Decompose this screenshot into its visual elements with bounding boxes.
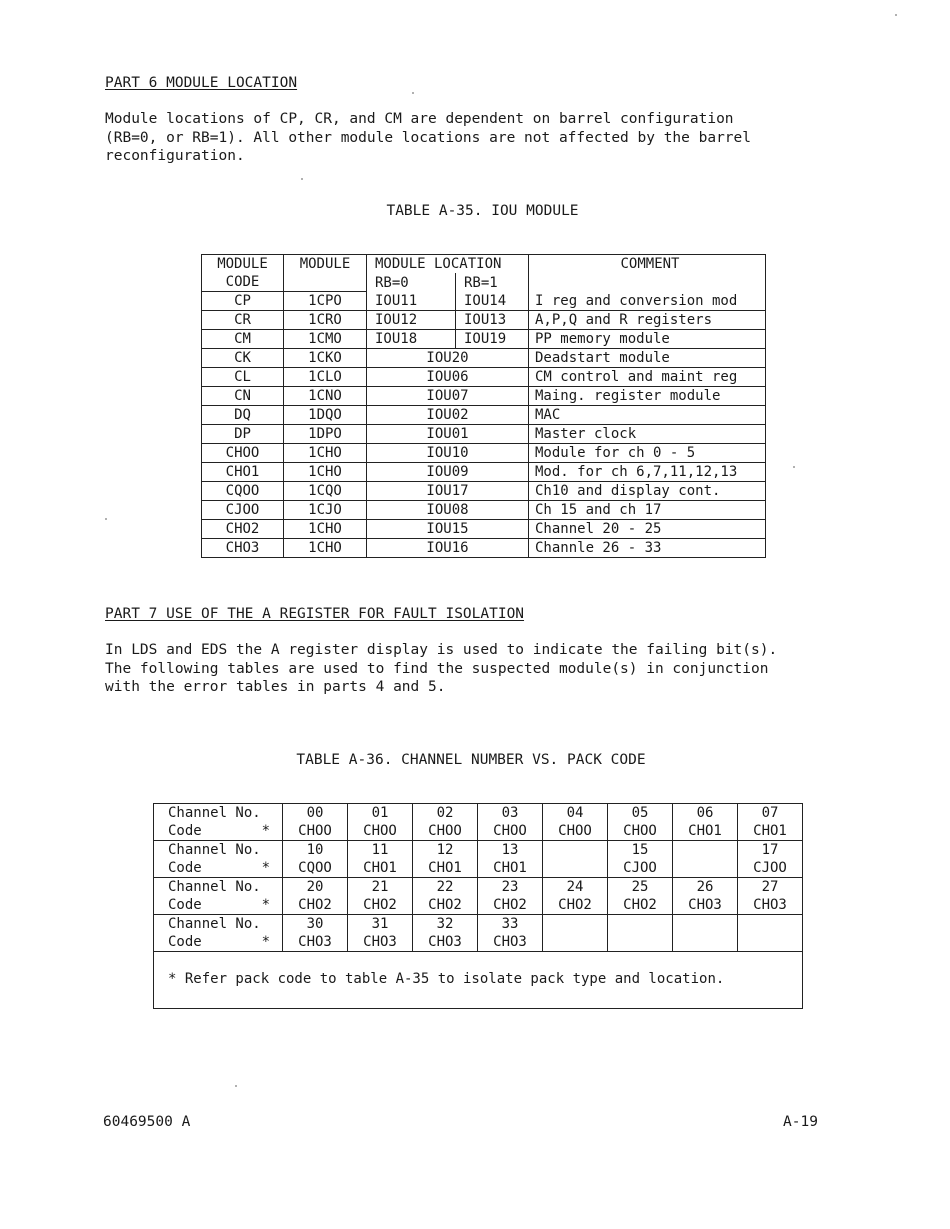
scan-speck <box>793 466 795 468</box>
module-cell: 1CHO <box>284 539 367 558</box>
rb0-location-cell: IOU12 <box>367 311 456 330</box>
pack-code-cell: CHO3 <box>283 933 348 952</box>
part7-heading: PART 7 USE OF THE A REGISTER FOR FAULT ISOLATION <box>105 606 525 622</box>
comment-cell: Deadstart module <box>529 349 766 368</box>
module-code-cell: CHO2 <box>202 520 284 539</box>
table-bottom-row <box>154 988 803 1009</box>
document-number: 60469500 A <box>103 1114 191 1130</box>
channel-number-cell <box>543 915 608 934</box>
module-code-cell: CHOO <box>202 444 284 463</box>
module-location-cell: IOU17 <box>367 482 529 501</box>
pack-code-cell: CHO3 <box>673 896 738 915</box>
channel-number-cell: 33 <box>478 915 543 934</box>
pack-code-cell: CHOO <box>543 822 608 841</box>
channel-number-cell <box>673 915 738 934</box>
header-module: MODULE <box>284 255 367 274</box>
module-code-cell: CK <box>202 349 284 368</box>
module-code-cell: CHO1 <box>202 463 284 482</box>
comment-cell: CM control and maint reg <box>529 368 766 387</box>
code-label: Code <box>168 934 202 950</box>
module-code-cell: CHO3 <box>202 539 284 558</box>
header-rb1: RB=1 <box>456 273 529 292</box>
channel-number-cell: 11 <box>348 841 413 860</box>
rb0-location-cell: IOU18 <box>367 330 456 349</box>
channel-pack-code-table <box>153 803 803 1009</box>
table-row <box>202 501 766 520</box>
rb0-location-cell: IOU11 <box>367 292 456 311</box>
channel-number-cell: 13 <box>478 841 543 860</box>
table36-note: * Refer pack code to table A-35 to isolate pack type and location. <box>154 970 803 988</box>
pack-code-cell: CHO2 <box>543 896 608 915</box>
pack-code-cell: CHO2 <box>478 896 543 915</box>
table-row <box>202 539 766 558</box>
comment-cell: Module for ch 0 - 5 <box>529 444 766 463</box>
channel-number-row <box>154 915 803 934</box>
rb1-location-cell: IOU14 <box>456 292 529 311</box>
comment-cell: Ch10 and display cont. <box>529 482 766 501</box>
channel-number-cell: 04 <box>543 804 608 823</box>
pack-code-cell <box>738 933 803 952</box>
pack-code-cell: CHO1 <box>413 859 478 878</box>
code-label-cell <box>154 933 283 952</box>
header-module-location: MODULE LOCATION <box>367 255 529 274</box>
comment-cell: PP memory module <box>529 330 766 349</box>
module-cell: 1DQO <box>284 406 367 425</box>
channel-number-cell: 10 <box>283 841 348 860</box>
module-location-cell: IOU20 <box>367 349 529 368</box>
pack-code-cell: CJOO <box>738 859 803 878</box>
table35-header-row-2 <box>202 273 766 292</box>
channel-number-cell: 32 <box>413 915 478 934</box>
module-cell: 1CMO <box>284 330 367 349</box>
code-asterisk: * <box>261 934 270 950</box>
channel-number-cell: 12 <box>413 841 478 860</box>
module-code-cell: CM <box>202 330 284 349</box>
pack-code-cell <box>543 933 608 952</box>
channel-number-cell: 23 <box>478 878 543 897</box>
comment-cell: I reg and conversion mod <box>529 292 766 311</box>
pack-code-cell: CHO1 <box>348 859 413 878</box>
pack-code-cell: CHOO <box>478 822 543 841</box>
rb1-location-cell: IOU19 <box>456 330 529 349</box>
table35-caption: TABLE A-35. IOU MODULE <box>386 203 579 219</box>
channel-number-cell: 20 <box>283 878 348 897</box>
channel-number-cell: 07 <box>738 804 803 823</box>
iou-module-table <box>201 254 766 558</box>
table-row <box>202 463 766 482</box>
channel-number-cell: 27 <box>738 878 803 897</box>
channel-number-row <box>154 804 803 823</box>
pack-code-cell: CHO2 <box>608 896 673 915</box>
rb1-location-cell: IOU13 <box>456 311 529 330</box>
channel-number-cell <box>543 841 608 860</box>
module-location-cell: IOU02 <box>367 406 529 425</box>
table-row <box>202 311 766 330</box>
pack-code-cell: CHOO <box>348 822 413 841</box>
module-cell: 1CLO <box>284 368 367 387</box>
channel-number-cell: 22 <box>413 878 478 897</box>
module-location-cell: IOU09 <box>367 463 529 482</box>
channel-number-cell <box>738 915 803 934</box>
pack-code-cell: CHO2 <box>283 896 348 915</box>
table-row <box>202 387 766 406</box>
pack-code-cell: CHO1 <box>478 859 543 878</box>
channel-number-cell: 05 <box>608 804 673 823</box>
pack-code-cell <box>673 933 738 952</box>
channel-number-cell: 26 <box>673 878 738 897</box>
channel-number-cell: 01 <box>348 804 413 823</box>
module-code-cell: CQOO <box>202 482 284 501</box>
module-code-cell: DP <box>202 425 284 444</box>
channel-no-label: Channel No. <box>154 841 283 860</box>
module-location-cell: IOU16 <box>367 539 529 558</box>
channel-number-cell <box>608 915 673 934</box>
page-number: A-19 <box>783 1114 818 1130</box>
pack-code-cell: CHO3 <box>478 933 543 952</box>
table-row <box>202 520 766 539</box>
scan-speck <box>412 92 414 94</box>
pack-code-row <box>154 822 803 841</box>
header-rb0: RB=0 <box>367 273 456 292</box>
pack-code-cell: CHO2 <box>413 896 478 915</box>
comment-cell: Mod. for ch 6,7,11,12,13 <box>529 463 766 482</box>
module-code-cell: CN <box>202 387 284 406</box>
pack-code-cell: CHO1 <box>738 822 803 841</box>
table-row <box>202 406 766 425</box>
pack-code-cell: CHO3 <box>413 933 478 952</box>
channel-number-cell: 31 <box>348 915 413 934</box>
module-cell: 1DPO <box>284 425 367 444</box>
module-location-cell: IOU08 <box>367 501 529 520</box>
channel-number-cell: 00 <box>283 804 348 823</box>
module-cell: 1CRO <box>284 311 367 330</box>
module-location-cell: IOU06 <box>367 368 529 387</box>
comment-cell: MAC <box>529 406 766 425</box>
comment-cell: Maing. register module <box>529 387 766 406</box>
channel-no-label: Channel No. <box>154 915 283 934</box>
code-label-cell <box>154 859 283 878</box>
channel-number-cell: 15 <box>608 841 673 860</box>
pack-code-cell: CHOO <box>608 822 673 841</box>
channel-number-cell: 17 <box>738 841 803 860</box>
pack-code-cell <box>608 933 673 952</box>
pack-code-cell: CHOO <box>283 822 348 841</box>
table-bottom-cell <box>154 988 803 1009</box>
pack-code-row <box>154 896 803 915</box>
channel-number-cell: 25 <box>608 878 673 897</box>
table-row <box>202 349 766 368</box>
code-label: Code <box>168 823 202 839</box>
part6-paragraph: Module locations of CP, CR, and CM are dependent on barrel configuration (RB=0, or RB=1). All other module locations are not affected by the barrel reconfiguration. <box>105 111 752 164</box>
code-asterisk: * <box>261 860 270 876</box>
pack-code-row <box>154 859 803 878</box>
pack-code-row <box>154 933 803 952</box>
module-code-cell: CJOO <box>202 501 284 520</box>
header-module-blank <box>284 273 367 292</box>
scan-speck <box>235 1085 237 1087</box>
module-location-cell: IOU07 <box>367 387 529 406</box>
channel-number-cell: 24 <box>543 878 608 897</box>
comment-cell: Ch 15 and ch 17 <box>529 501 766 520</box>
pack-code-cell <box>543 859 608 878</box>
pack-code-cell <box>673 859 738 878</box>
table-row <box>202 292 766 311</box>
code-label: Code <box>168 860 202 876</box>
code-label-cell <box>154 822 283 841</box>
pack-code-cell: CJOO <box>608 859 673 878</box>
module-code-cell: CP <box>202 292 284 311</box>
module-cell: 1CJO <box>284 501 367 520</box>
module-location-cell: IOU15 <box>367 520 529 539</box>
part6-heading: PART 6 MODULE LOCATION <box>105 75 298 91</box>
channel-number-cell: 30 <box>283 915 348 934</box>
pack-code-cell: CQOO <box>283 859 348 878</box>
pack-code-cell: CHOO <box>413 822 478 841</box>
module-code-cell: DQ <box>202 406 284 425</box>
module-code-cell: CR <box>202 311 284 330</box>
module-cell: 1CHO <box>284 444 367 463</box>
module-cell: 1CPO <box>284 292 367 311</box>
header-comment: COMMENT <box>529 255 766 274</box>
module-cell: 1CKO <box>284 349 367 368</box>
header-comment-blank <box>529 273 766 292</box>
module-cell: 1CHO <box>284 463 367 482</box>
channel-no-label: Channel No. <box>154 878 283 897</box>
part7-paragraph: In LDS and EDS the A register display is used to indicate the failing bit(s). The following tables are used to find the suspected module(s) in conjunction with the error tables in parts 4 and 5. <box>105 642 778 695</box>
channel-number-cell: 06 <box>673 804 738 823</box>
code-label: Code <box>168 897 202 913</box>
channel-no-label: Channel No. <box>154 804 283 823</box>
channel-number-row <box>154 878 803 897</box>
module-cell: 1CHO <box>284 520 367 539</box>
comment-cell: Master clock <box>529 425 766 444</box>
scan-speck <box>301 178 303 180</box>
code-asterisk: * <box>261 897 270 913</box>
table-row <box>202 425 766 444</box>
module-cell: 1CNO <box>284 387 367 406</box>
table35-header-row-1 <box>202 255 766 274</box>
channel-number-row <box>154 841 803 860</box>
code-label-cell <box>154 896 283 915</box>
table-row <box>202 444 766 463</box>
scan-speck <box>895 14 897 16</box>
pack-code-cell: CHO3 <box>738 896 803 915</box>
channel-number-cell: 03 <box>478 804 543 823</box>
comment-cell: Channle 26 - 33 <box>529 539 766 558</box>
note-spacer-row <box>154 952 803 971</box>
channel-number-cell <box>673 841 738 860</box>
scan-speck <box>105 518 107 520</box>
table-row <box>202 368 766 387</box>
note-row <box>154 970 803 988</box>
module-cell: 1CQO <box>284 482 367 501</box>
code-asterisk: * <box>261 823 270 839</box>
table-row <box>202 482 766 501</box>
module-location-cell: IOU10 <box>367 444 529 463</box>
header-module-code-line2: CODE <box>202 273 284 292</box>
header-module-code-line1: MODULE <box>202 255 284 274</box>
channel-number-cell: 02 <box>413 804 478 823</box>
module-location-cell: IOU01 <box>367 425 529 444</box>
channel-number-cell: 21 <box>348 878 413 897</box>
pack-code-cell: CHO2 <box>348 896 413 915</box>
table-row <box>202 330 766 349</box>
pack-code-cell: CHO1 <box>673 822 738 841</box>
module-code-cell: CL <box>202 368 284 387</box>
comment-cell: A,P,Q and R registers <box>529 311 766 330</box>
note-spacer-cell <box>154 952 803 971</box>
pack-code-cell: CHO3 <box>348 933 413 952</box>
table36-caption: TABLE A-36. CHANNEL NUMBER VS. PACK CODE <box>296 752 646 768</box>
comment-cell: Channel 20 - 25 <box>529 520 766 539</box>
